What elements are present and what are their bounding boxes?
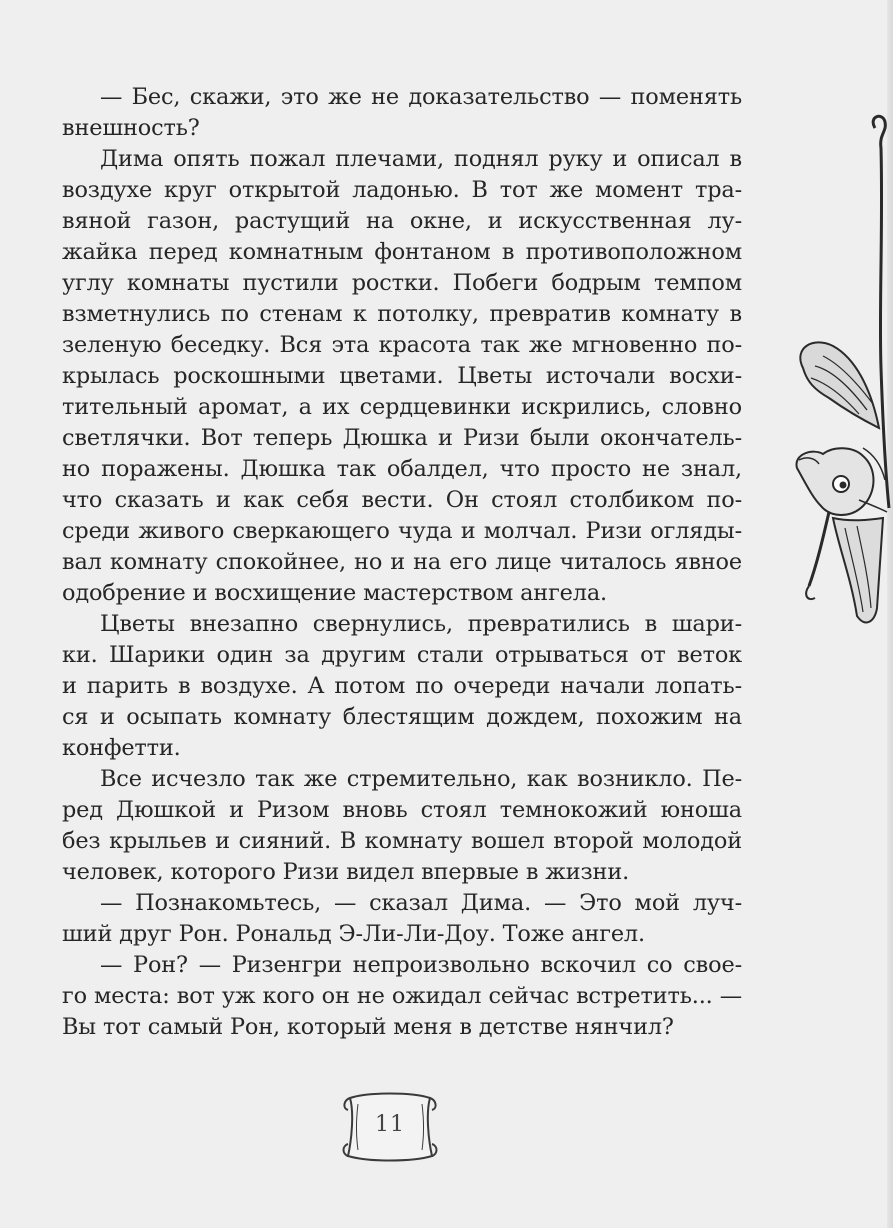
text-line: углу комнаты пустили ростки. Побеги бодрым темпом xyxy=(62,270,742,296)
text-line: Вы тот самый Рон, который меня в детстве нянчил? xyxy=(62,1014,674,1040)
text-line: Цветы внезапно свернулись, превратились в шари- xyxy=(100,611,742,637)
text-line: Дима опять пожал плечами, поднял руку и описал в xyxy=(100,146,742,172)
paragraph xyxy=(62,82,742,144)
text-line: внешность? xyxy=(62,115,200,141)
text-line: ся и осыпать комнату блестящим дождем, похожим на xyxy=(62,704,742,730)
paragraph xyxy=(62,888,742,950)
text-line: — Бес, скажи, это же не доказательство — поменять xyxy=(100,84,742,110)
text-line: крылась роскошными цветами. Цветы источали восхи- xyxy=(62,363,742,389)
paragraph xyxy=(62,144,742,609)
text-line: ки. Шарики один за другим стали отрываться от веток xyxy=(62,642,742,668)
text-line: вяной газон, растущий на окне, и искусственная лу- xyxy=(62,208,742,234)
text-line: человек, которого Ризи видел впервые в жизни. xyxy=(62,859,630,885)
body-text xyxy=(62,82,742,1043)
text-line: го места: вот уж кого он не ожидал сейчас встретить... — xyxy=(62,983,742,1009)
page-number: 11 xyxy=(375,1112,405,1137)
text-line: взметнулись по стенам к потолку, превратив комнату в xyxy=(62,301,742,327)
text-line: светлячки. Вот теперь Дюшка и Ризи были окончатель- xyxy=(62,425,742,451)
text-line: но поражены. Дюшка так обалдел, что просто не знал, xyxy=(62,456,742,482)
text-line: без крыльев и сияний. В комнату вошел второй молодой xyxy=(62,828,742,854)
text-line: зеленую беседку. Вся эта красота так же мгновенно по- xyxy=(62,332,742,358)
text-line: одобрение и восхищение мастерством ангела. xyxy=(62,580,607,606)
paragraph xyxy=(62,764,742,888)
text-line: ший друг Рон. Рональд Э-Ли-Ли-Доу. Тоже ангел. xyxy=(62,921,645,947)
text-line: жайка перед комнатным фонтаном в противоположном xyxy=(62,239,742,265)
text-line: — Познакомьтесь, — сказал Дима. — Это мой луч- xyxy=(100,890,742,916)
page-number-scroll xyxy=(338,1088,442,1166)
text-line: и парить в воздухе. А потом по очереди начали лопать- xyxy=(62,673,742,699)
text-line: вал комнату спокойнее, но и на его лице читалось явное xyxy=(62,549,742,575)
text-line: среди живого сверкающего чуда и молчал. Ризи огляды- xyxy=(62,518,742,544)
text-line: Все исчезло так же стремительно, как возникло. Пе- xyxy=(100,766,742,792)
text-line: ред Дюшкой и Ризом вновь стоял темнокожий юноша xyxy=(62,797,742,823)
text-line: — Рон? — Ризенгри непроизвольно вскочил со свое- xyxy=(100,952,742,978)
text-line: что сказать и как себя вести. Он стоял столбиком по- xyxy=(62,487,742,513)
text-line: конфетти. xyxy=(62,735,181,761)
winged-creature-illustration-icon xyxy=(793,108,893,648)
text-line: воздухе круг открытой ладонью. В тот же момент тра- xyxy=(62,177,742,203)
paragraph xyxy=(62,950,742,1043)
paragraph xyxy=(62,609,742,764)
text-line: тительный аромат, а их сердцевинки искрились, словно xyxy=(62,394,742,420)
